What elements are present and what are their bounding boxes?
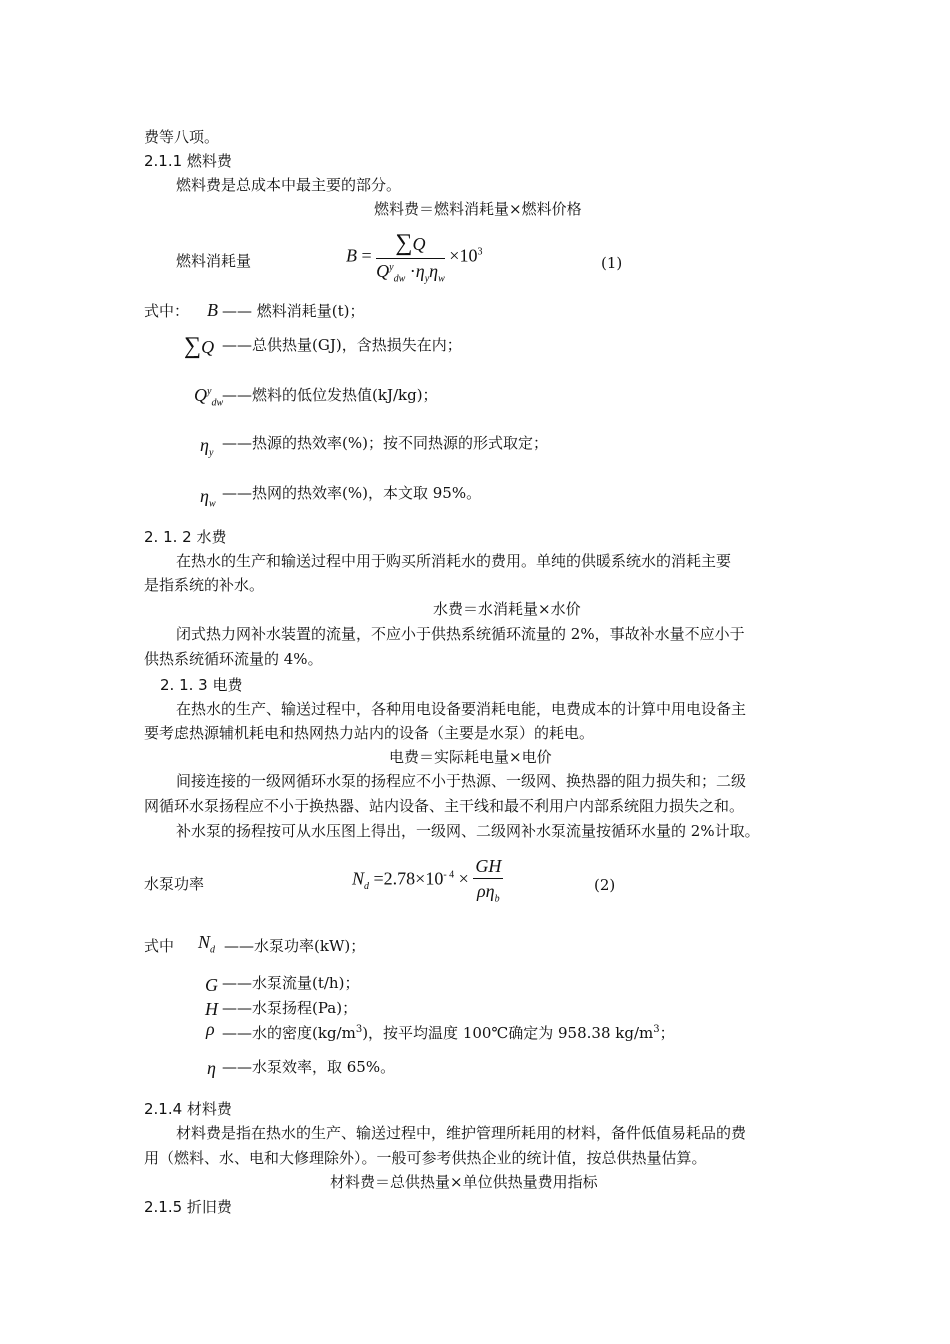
symbol-G: G	[205, 975, 218, 995]
formula-text: 水费＝水消耗量×水价	[433, 600, 581, 618]
text-line: 材料费是指在热水的生产、输送过程中，维护管理所耗用的材料，备件低值易耗品的费	[176, 1124, 747, 1142]
text-line: 间接连接的一级网循环水泵的扬程应不小于热源、一级网、换热器的阻力损失和；二级	[176, 772, 747, 790]
formula-label: 燃料消耗量	[176, 252, 252, 270]
text-line: 式中：	[144, 302, 190, 320]
equation-number: (1)	[601, 254, 623, 272]
text-line: 用（燃料、水、电和大修理除外）。一般可参考供热企业的统计值，按总供热量估算。	[144, 1149, 707, 1167]
equation-number: (2)	[594, 876, 616, 894]
symbol-desc: ——水泵流量(t/h)；	[222, 974, 360, 992]
formula-text: 电费＝实际耗电量×电价	[389, 748, 552, 766]
symbol-B: B	[207, 300, 218, 320]
symbol-desc: ——水的密度$(kg/m^3)$，按平均温度 100℃确定为 958.38 $kg/m^3$；	[222, 1024, 675, 1042]
text-line: 补水泵的扬程按可从水压图上得出，一级网、二级网补水泵流量按循环水量的 2%计取。	[176, 822, 760, 840]
text-line: 闭式热力网补水装置的流量，不应小于供热系统循环流量的 2%，事故补水量不应小于	[176, 625, 745, 643]
symbol-Nd: $N_d$	[198, 932, 216, 956]
symbol-desc: ——水泵效率，取 65%。	[222, 1058, 396, 1076]
text-line: 是指系统的补水。	[144, 576, 265, 594]
text-line: 燃料费是总成本中最主要的部分。	[176, 176, 402, 194]
symbol-H: H	[205, 999, 218, 1019]
section-heading-fuel: 2.1.1 燃料费	[144, 152, 232, 170]
section-heading-electricity: 2. 1. 3 电费	[160, 676, 243, 694]
section-heading-depreciation: 2.1.5 折旧费	[144, 1198, 232, 1216]
formula-text: 材料费＝总供热量×单位供热量费用指标	[330, 1173, 598, 1191]
symbol-desc: ——总供热量(GJ)，含热损失在内；	[222, 336, 462, 354]
formula-1: B = $\frac{\sum Q}{Q^y_{dw} \cdot\eta_y\eta_w}$ $\times 10^3$	[346, 230, 483, 285]
symbol-desc: ——热网的热效率(%)，本文取 95%。	[222, 484, 482, 502]
symbol-desc: ——热源的热效率(%)；按不同热源的形式取定；	[222, 434, 548, 452]
formula-label: 水泵功率	[144, 875, 205, 893]
symbol-rho: ρ	[206, 1019, 215, 1039]
text-line: 在热水的生产、输送过程中，各种用电设备要消耗电能，电费成本的计算中用电设备主	[176, 700, 747, 718]
text-line: 在热水的生产和输送过程中用于购买所消耗水的费用。单纯的供暖系统水的消耗主要	[176, 552, 732, 570]
formula-text: 燃料费＝燃料消耗量×燃料价格	[374, 200, 582, 218]
symbol-sumQ: ∑Q	[184, 333, 215, 359]
symbol-Qdw: $Q^y_{dw}$	[194, 385, 224, 409]
text-line: 供热系统循环流量的 4%。	[144, 650, 323, 668]
text-line: 式中	[144, 937, 175, 955]
text-line: 费等八项。	[144, 128, 220, 146]
section-heading-water: 2. 1. 2 水费	[144, 528, 227, 546]
section-heading-materials: 2.1.4 材料费	[144, 1100, 232, 1118]
symbol-desc: ——燃料的低位发热值(kJ/kg)；	[222, 386, 438, 404]
symbol-eta-w: $\eta_w$	[200, 486, 216, 510]
symbol-eta-y: $\eta_y$	[200, 435, 214, 459]
formula-2: $N_d =2.78\times 10^{- 4}$ × $\frac{GH}{\rho\eta_b}$	[352, 856, 502, 905]
symbol-desc: ——水泵功率(kW)；	[224, 937, 366, 955]
text-line: 要考虑热源辅机耗电和热网热力站内的设备（主要是水泵）的耗电。	[144, 724, 595, 742]
symbol-desc: ——水泵扬程(Pa)；	[222, 999, 358, 1017]
symbol-desc: —— 燃料消耗量(t)；	[222, 302, 365, 320]
symbol-eta: η	[207, 1058, 216, 1078]
text-line: 网循环水泵扬程应不小于换热器、站内设备、主干线和最不利用户内部系统阻力损失之和。	[144, 797, 745, 815]
